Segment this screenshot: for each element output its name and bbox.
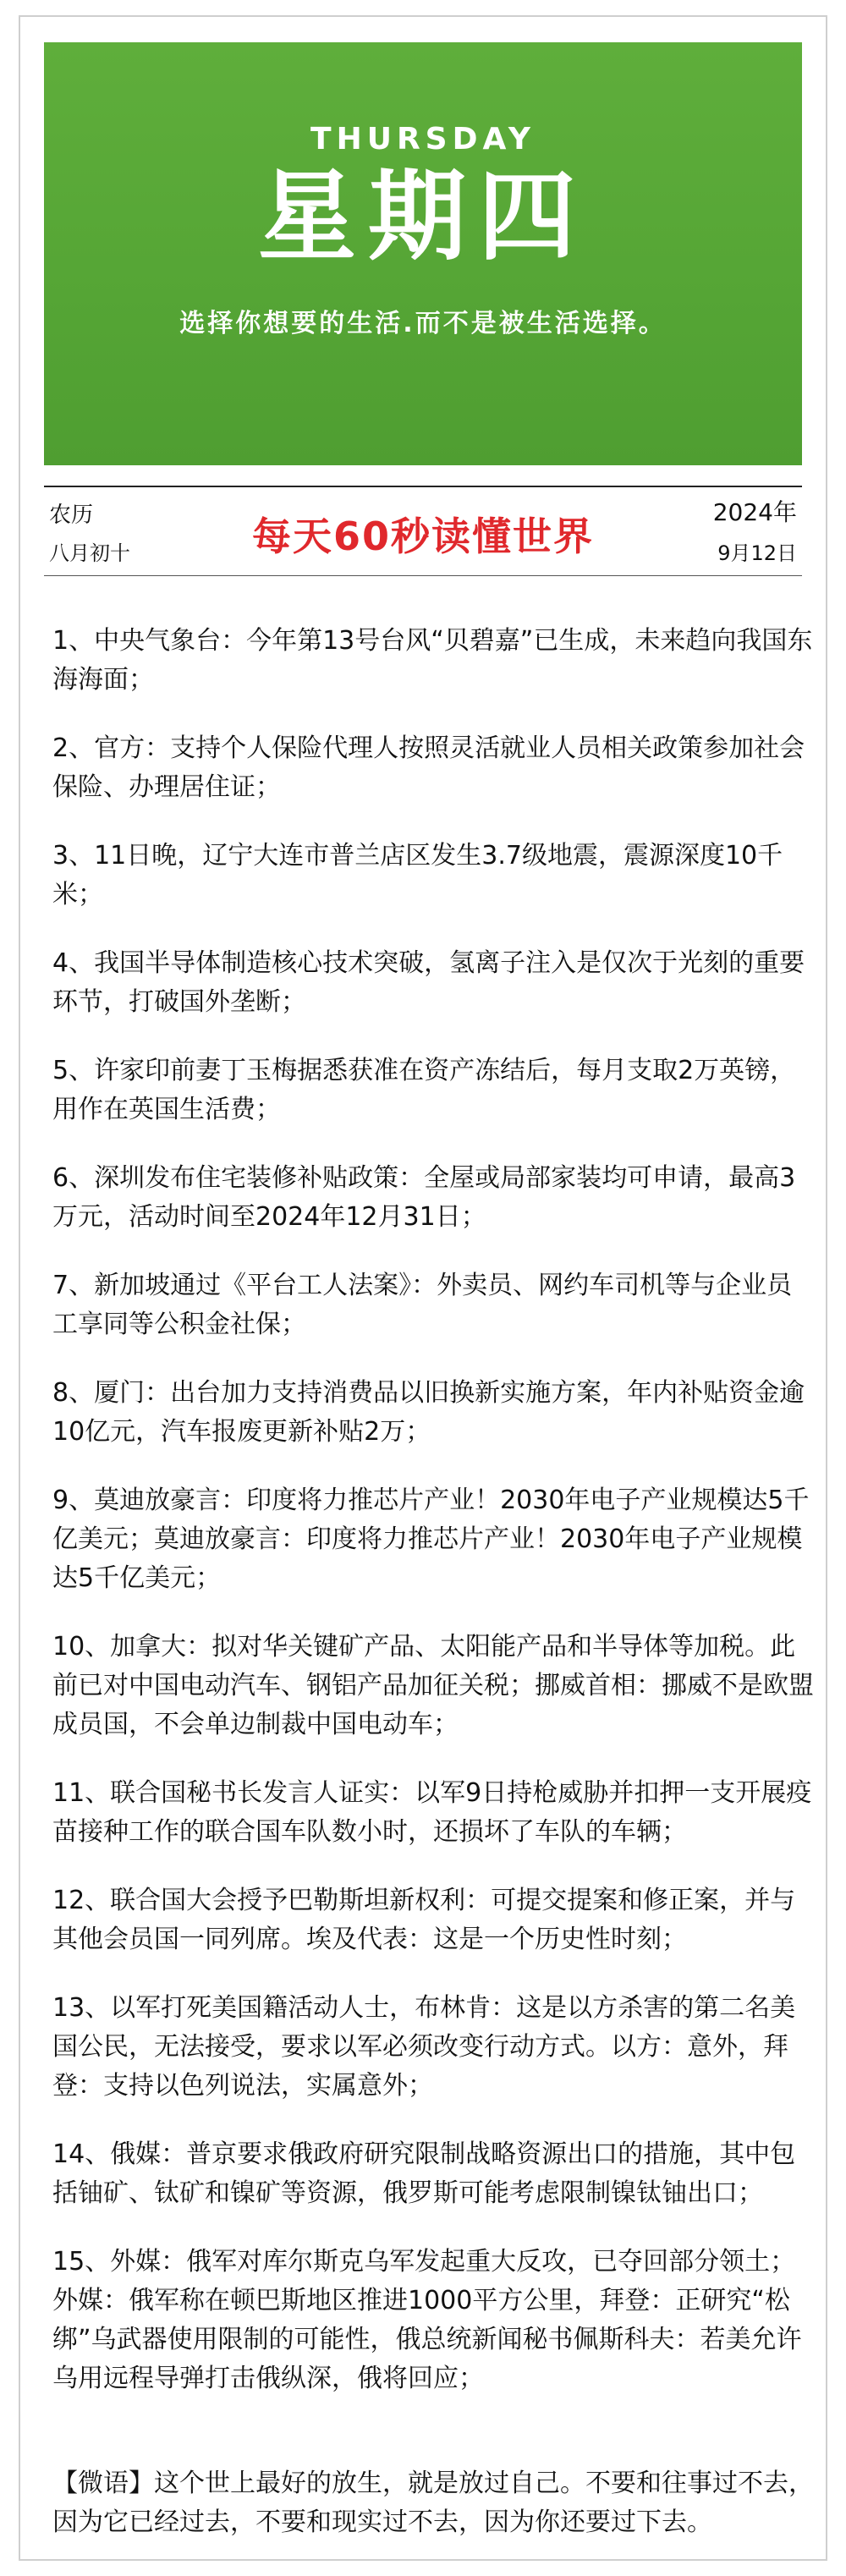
news-item: 15、外媒：俄军对库尔斯克乌军发起重大反攻，已夺回部分领土；外媒：俄军称在顿巴斯地区推进1000平方公里，拜登：正研究“松绑”乌武器使用限制的可能性，俄总统新闻秘书佩斯科夫：若美允许乌用远程导弹打击俄纵深，俄将回应； (52, 2247, 802, 2393)
news-item: 8、厦门：出台加力支持消费品以旧换新实施方案，年内补贴资金逾10亿元，汽车报废更新补贴2万； (52, 1378, 805, 1447)
date-label: 9月12日 (717, 541, 797, 565)
weekday-english: THURSDAY (310, 122, 536, 157)
news-item: 9、莫迪放豪言：印度将力推芯片产业！2030年电子产业规模达5千亿美元；莫迪放豪言：印度将力推芯片产业！2030年电子产业规模达5千亿美元； (52, 1486, 810, 1593)
news-item: 5、许家印前妻丁玉梅据悉获准在资产冻结后，每月支取2万英镑，用作在英国生活费； (52, 1056, 796, 1124)
lunar-date: 八月初十 (49, 541, 130, 565)
news-item: 12、联合国大会授予巴勒斯坦新权利：可提交提案和修正案，并与其他会员国一同列席。埃及代表：这是一个历史性时刻； (52, 1886, 796, 1954)
header-top-divider (44, 486, 802, 487)
banner-tagline: 选择你想要的生活.而不是被生活选择。 (179, 308, 667, 338)
news-item: 13、以军打死美国籍活动人士，布林肯：这是以方杀害的第二名美国公民，无法接受，要求以军必须改变行动方式。以方：意外，拜登：支持以色列说法，实属意外； (52, 1993, 796, 2101)
news-item: 10、加拿大：拟对华关键矿产品、太阳能产品和半导体等加税。此前已对中国电动汽车、钢铝产品加征关税；挪威首相：挪威不是欧盟成员国，不会单边制裁中国电动车； (52, 1632, 814, 1739)
news-item: 7、新加坡通过《平台工人法案》：外卖员、网约车司机等与企业员工享同等公积金社保； (52, 1271, 793, 1339)
header-bottom-divider (44, 575, 802, 576)
news-item: 4、我国半导体制造核心技术突破，氢离子注入是仅次于光刻的重要环节，打破国外垄断； (52, 948, 805, 1017)
news-item: 11、联合国秘书长发言人证实：以军9日持枪威胁并扣押一支开展疫苗接种工作的联合国车队数小时，还损坏了车队的车辆； (52, 1778, 812, 1847)
news-item: 3、11日晚，辽宁大连市普兰店区发生3.7级地震，震源深度10千米； (52, 841, 783, 909)
news-item: 2、官方：支持个人保险代理人按照灵活就业人员相关政策参加社会保险、办理居住证； (52, 733, 805, 802)
year-label: 2024年 (712, 498, 797, 526)
news-item: 6、深圳发布住宅装修补贴政策：全屋或局部家装均可申请，最高3万元，活动时间至2024年12月31日； (52, 1163, 796, 1232)
news-item: 1、中央气象台：今年第13号台风“贝碧嘉”已生成，未来趋向我国东海海面； (52, 626, 813, 695)
news-list (52, 622, 814, 2428)
news-item: 14、俄媒：普京要求俄政府研究限制战略资源出口的措施，其中包括铀矿、钛矿和镍矿等资源，俄罗斯可能考虑限制镍钛铀出口； (52, 2139, 796, 2208)
weekday-banner (44, 42, 802, 465)
daily-quote: 【微语】这个世上最好的放生，就是放过自己。不要和往事过不去，因为它已经过去，不要和现实过不去，因为你还要过下去。 (52, 2469, 814, 2537)
lunar-label: 农历 (49, 503, 94, 528)
weekday-chinese: 星期四 (258, 160, 588, 274)
page-title: 每天60秒读懂世界 (251, 514, 594, 559)
